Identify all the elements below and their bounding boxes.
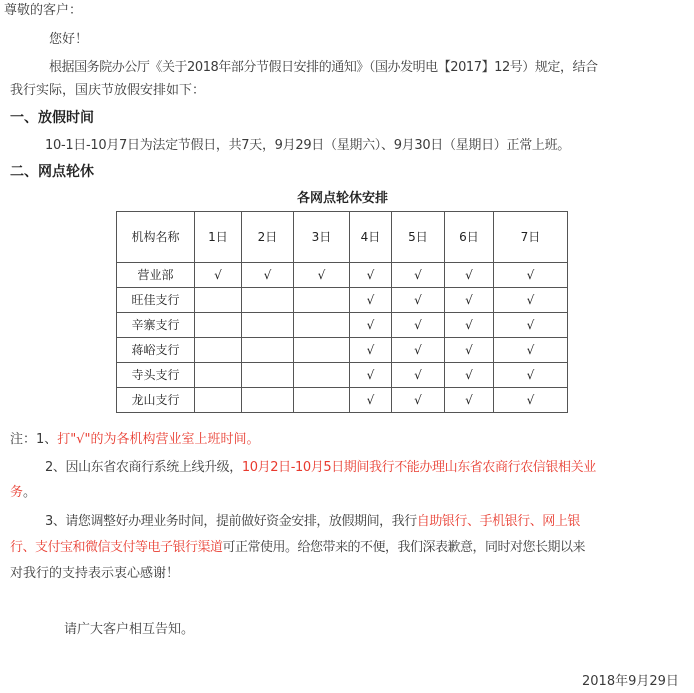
branch-name: 辛寨支行: [117, 313, 195, 338]
branch-name: 营业部: [117, 263, 195, 288]
check-cell: √: [350, 263, 392, 288]
schedule-table: [116, 211, 568, 413]
hello: 您好！: [49, 32, 89, 47]
check-cell: [242, 363, 294, 388]
check-cell: √: [494, 263, 568, 288]
note-2-prefix: 2、因山东省农商行系统上线升级，: [45, 460, 242, 475]
header-cell: 5日: [392, 212, 445, 263]
table-row: [117, 338, 568, 363]
check-cell: √: [494, 338, 568, 363]
check-cell: [294, 313, 350, 338]
header-cell: 6日: [445, 212, 494, 263]
table-row: [117, 263, 568, 288]
check-cell: √: [350, 363, 392, 388]
check-cell: √: [445, 263, 494, 288]
check-cell: [242, 338, 294, 363]
check-cell: √: [445, 363, 494, 388]
check-cell: [294, 388, 350, 413]
table-row: [117, 288, 568, 313]
intro-line-1: 根据国务院办公厅《关于2018年部分节假日安排的通知》（国办发明电【2017】12号）规定，结合: [49, 60, 598, 75]
note-2-highlight: 10月2日-10月5日期间我行不能办理山东省农商行农信银相关业: [241, 460, 596, 475]
note-3-highlight-a: 自助银行、手机银行、网上银: [416, 514, 580, 529]
note-2-line-2: [10, 484, 36, 502]
table-row: [117, 313, 568, 338]
check-cell: √: [392, 388, 445, 413]
note-2-highlight-end: 务: [10, 485, 24, 500]
check-cell: [195, 363, 242, 388]
closing-text: 请广大客户相互告知。: [64, 622, 195, 637]
check-cell: √: [445, 313, 494, 338]
check-cell: √: [392, 363, 445, 388]
header-cell: 2日: [242, 212, 294, 263]
note-2-line-1: [45, 459, 596, 477]
check-cell: √: [350, 313, 392, 338]
note-3-line-3: 对我行的支持表示衷心感谢！: [10, 566, 180, 581]
date: 2018年9月29日: [582, 674, 679, 689]
check-cell: [195, 338, 242, 363]
check-cell: √: [494, 313, 568, 338]
greeting: 尊敬的客户：: [4, 3, 83, 18]
header-cell: 3日: [294, 212, 350, 263]
table-title: 各网点轮休安排: [297, 191, 389, 206]
check-cell: √: [445, 338, 494, 363]
check-cell: [242, 313, 294, 338]
note-1-highlight: 打"√"的为各机构营业室上班时间。: [57, 432, 260, 447]
check-cell: √: [445, 288, 494, 313]
branch-name: 旺佳支行: [117, 288, 195, 313]
header-cell: 7日: [494, 212, 568, 263]
note-3-text-b: 可正常使用。给您带来的不便，我们深表歉意，同时对您长期以来: [222, 540, 586, 555]
check-cell: √: [392, 263, 445, 288]
check-cell: √: [350, 288, 392, 313]
check-cell: [294, 288, 350, 313]
section-1-text: 10-1日-10月7日为法定节假日，共7天，9月29日（星期六）、9月30日（星期日）正常上班。: [45, 138, 571, 153]
check-cell: [294, 363, 350, 388]
check-cell: √: [392, 288, 445, 313]
check-cell: √: [392, 313, 445, 338]
check-cell: [195, 313, 242, 338]
header-cell: 机构名称: [117, 212, 195, 263]
note-2-end: 。: [23, 485, 37, 500]
header-cell: 4日: [350, 212, 392, 263]
table-header-row: [117, 212, 568, 263]
check-cell: [294, 338, 350, 363]
check-cell: [195, 388, 242, 413]
header-cell: 1日: [195, 212, 242, 263]
check-cell: √: [350, 388, 392, 413]
note-1-prefix: 注：1、: [10, 432, 58, 447]
section-2-title: 二、网点轮休: [10, 164, 94, 180]
branch-name: 蒋峪支行: [117, 338, 195, 363]
intro-line-2: 我行实际，国庆节放假安排如下：: [10, 83, 206, 98]
note-3-text-a: 3、请您调整好办理业务时间，提前做好资金安排，放假期间，我行: [45, 514, 417, 529]
check-cell: [242, 388, 294, 413]
check-cell: [195, 288, 242, 313]
check-cell: √: [494, 363, 568, 388]
check-cell: √: [242, 263, 294, 288]
check-cell: [242, 288, 294, 313]
check-cell: √: [195, 263, 242, 288]
note-3-line-2: [10, 539, 585, 557]
branch-name: 寺头支行: [117, 363, 195, 388]
branch-name: 龙山支行: [117, 388, 195, 413]
check-cell: √: [294, 263, 350, 288]
section-1-title: 一、放假时间: [10, 110, 94, 126]
note-3-line-1: [45, 513, 580, 531]
table-row: [117, 388, 568, 413]
note-3-highlight-b: 行、支付宝和微信支付等电子银行渠道: [10, 540, 223, 555]
check-cell: √: [494, 288, 568, 313]
check-cell: √: [445, 388, 494, 413]
check-cell: √: [494, 388, 568, 413]
check-cell: √: [392, 338, 445, 363]
table-row: [117, 363, 568, 388]
check-cell: √: [350, 338, 392, 363]
note-1: [10, 431, 260, 449]
